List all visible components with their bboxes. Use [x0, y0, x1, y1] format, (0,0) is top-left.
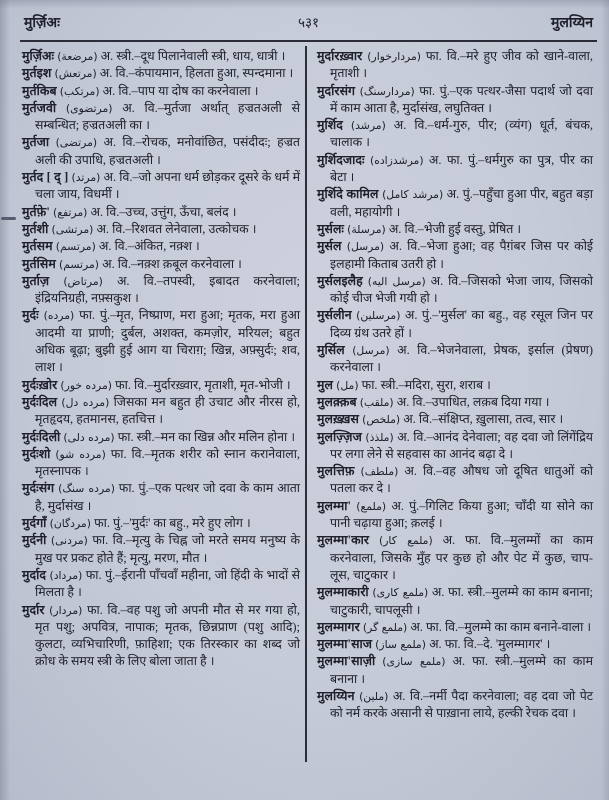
entry-definition: अ. फा. पुं.–धर्मगुरु का पुत्र, पीर का बेटा । [330, 152, 593, 185]
entry-arabic-script: (مرتشى) [51, 222, 94, 236]
entry-definition: अ. वि.–भेजा हुआ; वह पैग़ंबर जिस पर कोई इलहामी किताब उतरी हो । [330, 239, 593, 271]
entry-arabic-script: (ملمع كارى) [372, 586, 429, 600]
dictionary-entry [22, 429, 300, 446]
dictionary-entry [317, 653, 593, 688]
entry-arabic-script: (مرشدزاده) [369, 153, 424, 167]
entry-headword: मुर्दःदिली [22, 429, 61, 444]
entry-headword: मुर्सलः [317, 221, 344, 236]
entry-definition: अ. स्त्री.–दूध पिलानेवाली स्त्री, धाय, धात्री । [100, 49, 286, 63]
text-columns [20, 45, 599, 723]
entry-arabic-script: (ملين) [359, 689, 389, 703]
entry-headword: मुर्दःशो [22, 446, 51, 461]
entry-headword: मुल [317, 377, 334, 392]
dictionary-entry [22, 48, 300, 65]
entry-arabic-script: (مل) [336, 378, 359, 392]
entry-arabic-script: (مردار) [49, 603, 83, 617]
dictionary-entry [22, 480, 300, 515]
entry-headword: मुर्दारख़्वार [317, 49, 363, 63]
entry-arabic-script: (ملذذ) [365, 430, 394, 444]
entry-arabic-script: (ملمع سازى) [382, 655, 446, 669]
dictionary-entry [22, 83, 300, 100]
entry-arabic-script: (مرده سنگ) [58, 482, 115, 496]
entry-arabic-script: (مرتضى) [55, 136, 98, 150]
entry-headword: मुलम्मा'कार [317, 533, 370, 548]
dictionary-entry [317, 48, 593, 83]
entry-arabic-script: (ملطف) [360, 465, 399, 479]
entry-headword: मुर्दाद [22, 567, 47, 582]
entry-headword: मुर्दारसंग [317, 83, 356, 98]
entry-definition: अ. फा. वि.–दे. 'मुलम्मागर' । [429, 637, 551, 652]
entry-headword: मुर्शिदे कामिल [317, 187, 379, 202]
entry-definition: फा. स्त्री.–मदिरा, सुरा, शराब । [361, 377, 491, 392]
dictionary-entry [22, 256, 300, 273]
entry-arabic-script: (مرداد) [49, 568, 83, 582]
dictionary-entry [317, 221, 593, 238]
entry-definition: फा. स्त्री.–मन का खिन्न और मलिन होना । [117, 429, 296, 444]
entry-arabic-script: (مرتعش) [54, 67, 97, 81]
entry-arabic-script: (مرتسم) [55, 240, 96, 254]
entry-headword: मुलम्मा' [317, 498, 352, 513]
entry-headword: मुलम्मा'साज़ी [317, 654, 376, 669]
header-rule [20, 40, 597, 42]
entry-arabic-script: (مرسلة) [347, 222, 386, 236]
entry-headword: मुर्तफ़े' [22, 204, 50, 219]
entry-headword: मुर्तशी [22, 221, 49, 236]
entry-headword: मुर्सलइलैह [317, 273, 363, 288]
entry-arabic-script: (مردگان) [49, 517, 91, 531]
entry-arabic-script: (ملخص) [362, 413, 401, 427]
dictionary-entry [317, 429, 593, 464]
entry-arabic-script: (مرده خور) [60, 378, 112, 392]
entry-headword: मुलय्यिन [317, 688, 355, 703]
entry-headword: मुर्शिदजादः [317, 152, 365, 167]
entry-headword: मुर्सलीन [317, 308, 352, 323]
dictionary-entry [317, 117, 593, 152]
entry-definition: जिसका मन बहुत ही उचाट और नीरस हो, मृतहृदय, हतमानस, हतचित्त । [35, 394, 300, 427]
dictionary-entry [317, 619, 593, 636]
dictionary-entry [317, 463, 593, 498]
entry-headword: मुर्तजवी [22, 100, 57, 115]
entry-headword: मुर्दार [22, 602, 45, 617]
entry-headword: मुलम्मा'साज [317, 637, 373, 652]
entry-headword: मुर्दःसंग [22, 481, 55, 496]
entry-arabic-script: (مرسل اليه) [367, 274, 426, 288]
dictionary-entry [317, 377, 593, 394]
entry-arabic-script: (مرضعة) [57, 50, 98, 63]
dictionary-entry [22, 602, 300, 671]
entry-headword: मुर्तद [ द् ] [22, 170, 69, 185]
entry-headword: मुर्तसिम [22, 256, 56, 271]
dictionary-entry [22, 169, 300, 204]
entry-arabic-script: (مرتسم) [58, 257, 99, 271]
dictionary-entry [317, 83, 593, 118]
entry-definition: अ. वि.–संक्षिप्त, ख़ुलासा, तत्व, सार । [403, 412, 564, 427]
header-guide-word-left: मुर्ज़िअः [24, 16, 60, 31]
dictionary-entry [22, 567, 300, 602]
entry-definition: अ. वि.–भेजनेवाला, प्रेषक, इर्साल (प्रेषण) करनेवाला । [330, 343, 593, 375]
dictionary-entry [22, 307, 300, 376]
entry-arabic-script: (مرسل) [352, 344, 390, 358]
entry-definition: फा. वि.–वह पशु जो अपनी मौत से मर गया हो, मृत पशु; अपवित्र, नापाक; मृतक, छिन्नप्राण (पशु आदि); कुलटा, व्यभिचारिणी, फ़ाहिशा; एक तिरस्कार का शब्द जो क्रोध के समय स्त्री के लिए बोला जाता है । [35, 602, 300, 669]
entry-arabic-script: (ملمع ساز) [375, 638, 426, 652]
dictionary-entry [22, 238, 300, 255]
entry-definition: अ. वि.–पाप या दोष का करनेवाला । [102, 83, 259, 98]
entry-headword: मुर्दनी [22, 533, 47, 548]
entry-arabic-script: (مرده شو) [55, 447, 106, 461]
entry-definition: फा. पुं.–एक पत्थर-जैसा पदार्थ जो दवा में काम आता है, मुर्दासंख, लघुतिक्त । [330, 83, 593, 115]
margin-pencil-mark [1, 217, 16, 220]
entry-definition: अ. वि.–नक़्श क़बूल करनेवाला । [102, 256, 242, 271]
entry-arabic-script: (مرتد) [71, 171, 101, 185]
entry-definition: अ. वि.–धर्म-गुरु, पीर; (व्यंग) धूर्त, बंचक, चालाक । [330, 118, 593, 150]
entry-headword: मुलम्माकारी [317, 585, 369, 600]
header-guide-word-right: मुलय्यिन [551, 16, 594, 31]
dictionary-entry [317, 394, 593, 411]
entry-arabic-script: (مرده دلى) [63, 430, 115, 444]
entry-definition: अ. वि.–रिशवत लेनेवाला, उत्कोचक । [96, 221, 257, 236]
entry-arabic-script: (مرتضوى) [65, 101, 113, 115]
entry-arabic-script: (مرتفع) [52, 205, 88, 219]
dictionary-entry [317, 273, 593, 308]
entry-headword: मुर्तसम [22, 239, 53, 254]
entry-arabic-script: (مرتكب) [59, 84, 100, 98]
dictionary-entry [317, 238, 593, 273]
left-column [20, 45, 306, 723]
entry-definition: फा. पुं.–मृत, निष्प्राण, मरा हुआ; मृतक, मरा हुआ आदमी या प्राणी; दुर्बल, अशक्त, कमज़ोर, मरियल; बहुत अधिक बूढ़ा; बुझी हुई आग या चिराग़; खिन्न, अफ़्सुर्दः; शव, लाश । [35, 308, 300, 375]
entry-definition: फा. पुं.–'मुर्दः' का बहु., मरे हुए लोग । [94, 516, 251, 531]
entry-definition: अ. फा. स्त्री.–मुलम्मे का काम बनाना; चाटुकारी, चापलूसी । [330, 585, 593, 617]
dictionary-entry [317, 636, 593, 653]
dictionary-entry [22, 515, 300, 532]
dictionary-entry [317, 152, 593, 187]
dictionary-entry [22, 532, 300, 567]
entry-definition: अ. वि.–भेजी हुई वस्तु, प्रेषित । [388, 221, 522, 236]
dictionary-entry [22, 65, 300, 82]
entry-arabic-script: (مردارخوار) [367, 50, 421, 63]
entry-headword: मुर्दगाँ [22, 516, 47, 531]
entry-headword: मुर्दःदिल [22, 394, 58, 409]
entry-headword: मुलत्तिफ़ [317, 464, 355, 479]
entry-headword: मुलज़्ज़िज [317, 429, 362, 444]
entry-arabic-script: (مرده دل) [61, 395, 110, 409]
entry-headword: मुर्तइश [22, 66, 52, 81]
entry-definition: अ. वि.–तपस्वी, इबादत करनेवाला; इंद्रियनिग्रही, नफ़्सकुश । [35, 273, 300, 306]
entry-definition: अ. वि.–उपाधित, लक़ब दिया गया । [396, 394, 550, 409]
entry-headword: मुर्शिद [317, 118, 343, 133]
entry-definition: अ. पुं.–पहुँचा हुआ पीर, बहुत बड़ा वली, महायोगी । [330, 187, 593, 219]
entry-headword: मुर्दः [22, 308, 39, 323]
entry-headword: मुर्सल [317, 239, 342, 254]
entry-definition: अ. वि.–आनंद देनेवाला; वह दवा जो लिंगेंद्रिय पर लगा लेने से सहवास का आनंद बढ़ा दे । [330, 429, 593, 461]
entry-arabic-script: (مردارسنگ) [359, 84, 415, 98]
entry-arabic-script: (مرسل) [346, 240, 385, 254]
entry-definition: अ. वि.–उच्च, उत्तुंग, ऊँचा, बलंद । [90, 204, 237, 219]
right-column [312, 45, 599, 723]
entry-arabic-script: (مرتاض) [63, 274, 103, 288]
entry-headword: मुलक़्क़ब [317, 394, 357, 409]
dictionary-entry [317, 532, 593, 584]
entry-definition: अ. फा. स्त्री.–मुलम्मे का काम बनाना । [330, 654, 593, 686]
entry-definition: फा. वि.–मृत्यु के चिह्न जो मरते समय मनुष्य के मुख पर प्रकट होते हैं; मृत्यु, मरण, मौत । [35, 533, 300, 565]
entry-arabic-script: (ملمع) [356, 499, 387, 513]
entry-definition: फा. वि.–मृतक शरीर को स्नान करानेवाला, मृतस्नापक । [35, 446, 300, 479]
entry-definition: फा. पुं.–एक पत्थर जो दवा के काम आता है, मुर्दासंख । [35, 481, 301, 513]
entry-definition: फा. वि.–मरे हुए जीव को खाने-वाला, मृताशी । [330, 49, 593, 81]
entry-definition: अ. वि.–रोचक, मनोवांछित, पसंदीदः; हज्रत अली की उपाधि, हज्रतअली । [35, 135, 300, 167]
page-number: ५३१ [297, 15, 320, 30]
dictionary-entry [22, 134, 300, 169]
entry-headword: मुर्सिल [317, 343, 345, 358]
entry-definition: अ. वि.–वह औषध जो दूषित धातुओं को पतला कर दे । [330, 464, 593, 496]
entry-definition: फा. वि.–मुर्दारख़्वार, मृताशी, मृत-भोजी । [115, 377, 291, 392]
entry-definition: अ. वि.–कंपायमान, हिलता हुआ, स्पन्दमाना । [99, 66, 294, 81]
dictionary-entry [22, 221, 300, 238]
dictionary-entry [22, 273, 300, 308]
dictionary-entry [317, 688, 593, 723]
dictionary-entry [22, 446, 300, 481]
entry-arabic-script: (ملقب) [359, 395, 394, 409]
entry-definition: अ. फा. वि.–मुलम्मे का काम बनाने-वाला । [410, 619, 592, 634]
dictionary-entry [317, 498, 593, 533]
entry-headword: मुलख़्ख़स [317, 412, 360, 427]
dictionary-entry [22, 100, 300, 135]
entry-definition: अ. पुं.–गिलिट किया हुआ; चाँदी या सोने का पानी चढ़ाया हुआ; क़लई । [330, 498, 593, 531]
entry-definition: अ. फा. वि.–मुलम्मों का काम करनेवाला, जिसके मुँह पर कुछ हो और पेट में कुछ, चाप-लूस, चाटुकार । [330, 533, 593, 582]
entry-headword: मुर्ज़िअः [22, 49, 55, 63]
entry-arabic-script: (مرشد) [350, 119, 386, 133]
entry-definition: अ. वि.–जो अपना धर्म छोड़कर दूसरे के धर्म में चला जाय, विधर्मी । [35, 170, 300, 202]
page-header [24, 13, 593, 32]
entry-arabic-script: (ملمع گر) [362, 620, 408, 634]
entry-definition: अ. वि.–अंकित, नक़्श । [98, 239, 200, 254]
entry-definition: अ. पुं.–'मुर्सल' का बहु., वह रसूल जिन पर दिव्य ग्रंथ उतरे हों । [330, 308, 593, 340]
dictionary-entry [22, 394, 300, 429]
entry-headword: मुलम्मागर [317, 619, 360, 634]
entry-headword: मुर्तजा [22, 135, 50, 150]
dictionary-entry [317, 584, 593, 619]
dictionary-entry [317, 307, 593, 342]
dictionary-entry [317, 411, 593, 428]
entry-definition: अ. वि.–जिसको भेजा जाय, जिसको कोई चीज भेजी गयी हो । [330, 273, 593, 306]
entry-arabic-script: (مرده) [43, 309, 75, 323]
dictionary-entry [317, 186, 593, 221]
entry-headword: मुर्ताज़ [22, 273, 50, 288]
dictionary-entry [22, 204, 300, 221]
entry-definition: अ. वि.–मुर्तजा अर्थात् हज्रतअली से सम्बन्धित; हज्रतअली का । [35, 100, 300, 133]
entry-arabic-script: (مرشد كامل) [382, 188, 444, 202]
entry-arabic-script: (مردنى) [50, 534, 88, 548]
entry-arabic-script: (مرسلين) [356, 309, 401, 323]
entry-headword: मुर्दःख़ोर [22, 377, 58, 392]
dictionary-entry [317, 342, 593, 377]
entry-definition: फा. पुं.–ईरानी पाँचवाँ महीना, जो हिंदी के भादों से मिलता है । [35, 567, 300, 600]
dictionary-entry [22, 377, 300, 394]
entry-arabic-script: (ملمع كار) [378, 534, 433, 548]
entry-definition: अ. वि.–नर्मी पैदा करनेवाला; वह दवा जो पेट को नर्म करके असानी से पाख़ाना लाये, हल्की रेचक दवा । [330, 688, 593, 721]
entry-headword: मुर्तकिब [22, 83, 57, 98]
